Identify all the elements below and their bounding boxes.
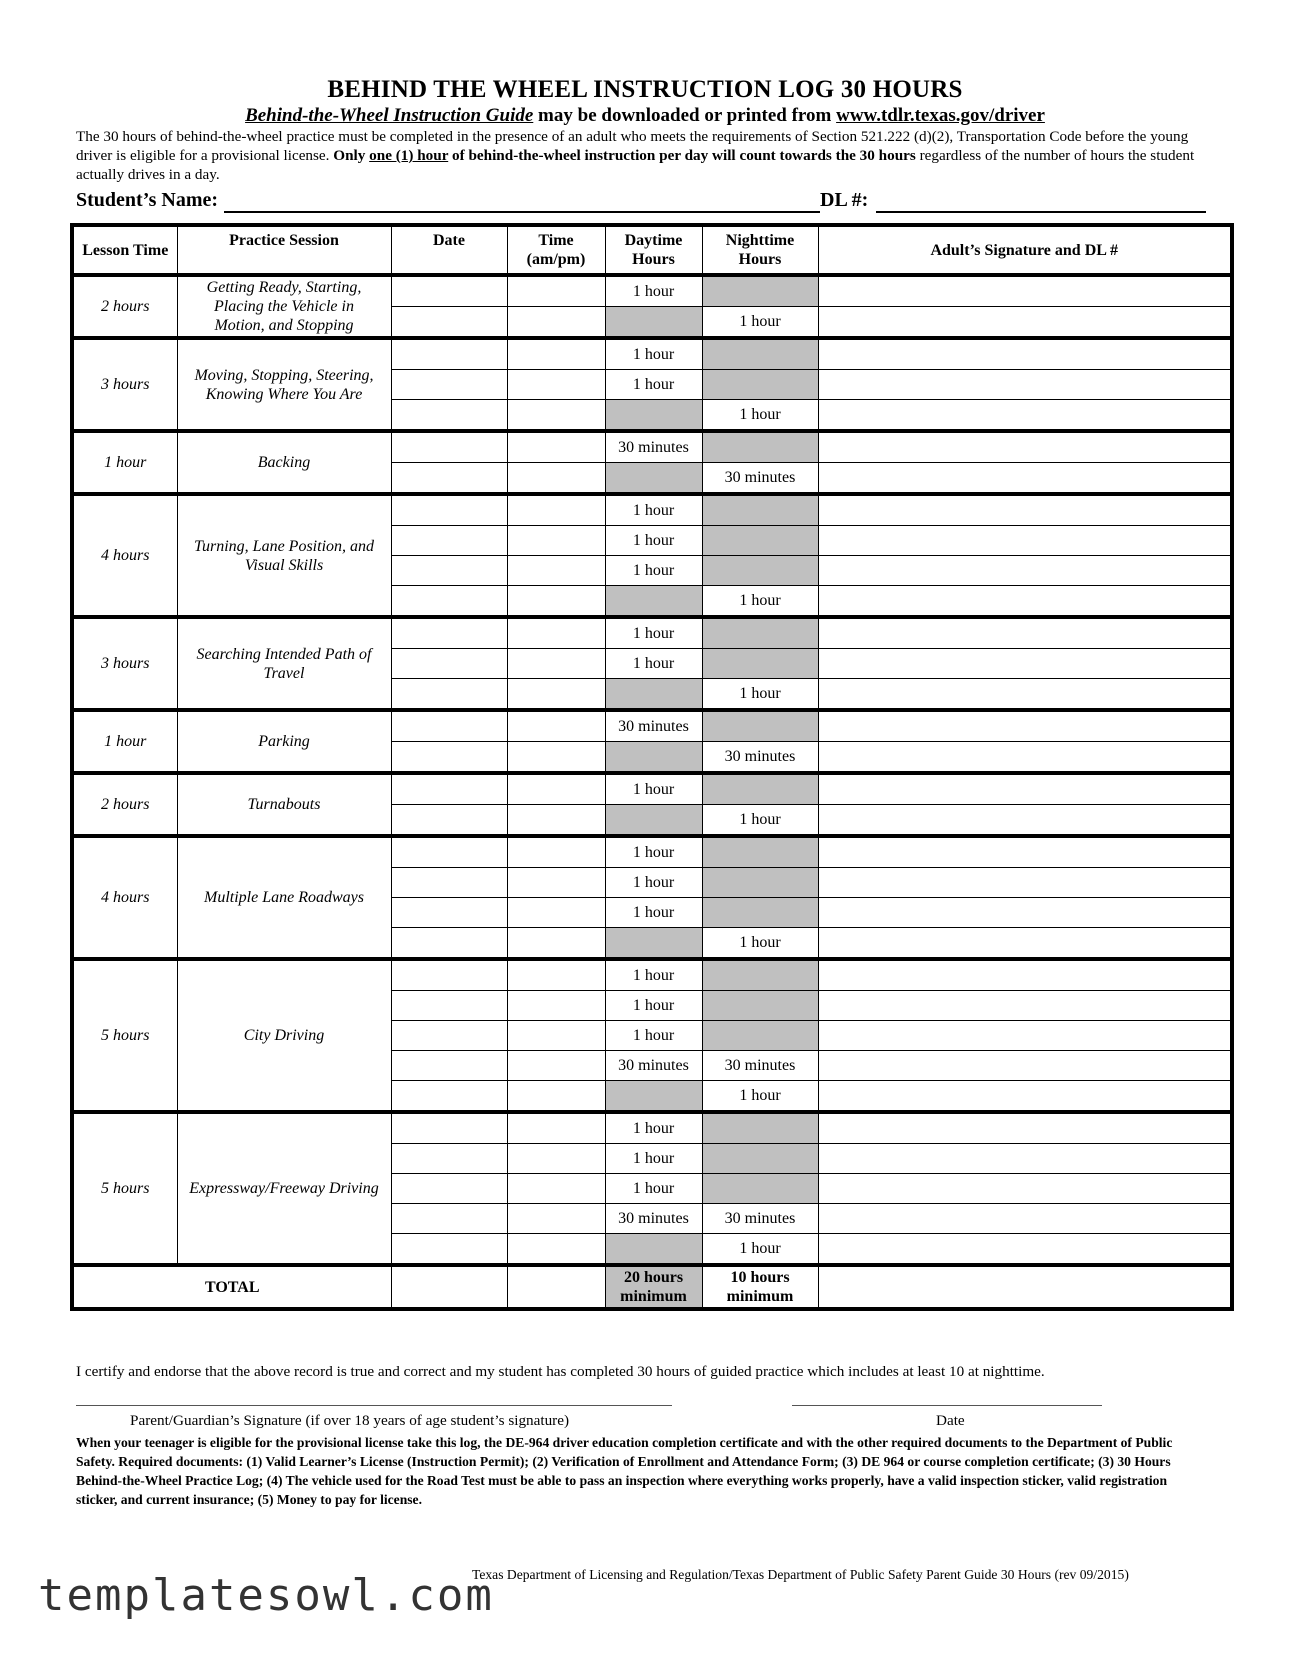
date-cell[interactable]: [391, 991, 507, 1021]
date-cell[interactable]: [391, 494, 507, 526]
parent-signature-label: Parent/Guardian’s Signature (if over 18 years of age student’s signature): [130, 1412, 570, 1429]
intro-text-2: regardless of the number of hours the student actually drives in a day.: [76, 147, 1195, 183]
time-cell[interactable]: [507, 307, 605, 339]
time-cell[interactable]: [507, 1081, 605, 1113]
header-daytime: Daytime Hours: [605, 225, 702, 275]
signature-cell[interactable]: [818, 617, 1232, 649]
instructions-paragraph: When your teenager is eligible for the provisional license take this log, the DE-964 driver education completion certificate and with the other required documents to the Department of Public Safety. Required documents: (1) Valid Learner’s License (Instruction Permit); (2) Verification of Enrollment and Attendance Form; (3) DE 964 or course completion certificate; (3) 30 Hours Behind-the-Wheel Practice Log; (4) The vehicle used for the Road Test must be able to pass an inspection where everything works properly, have a valid inspection sticker, valid registration sticker, and current insurance; (5) Money to pay for license.: [76, 1435, 1173, 1507]
time-cell[interactable]: [507, 431, 605, 463]
daytime-cell: [605, 586, 702, 618]
nighttime-cell: [702, 898, 818, 928]
time-cell[interactable]: [507, 400, 605, 432]
nighttime-cell: [702, 617, 818, 649]
date-cell[interactable]: [391, 556, 507, 586]
date-cell[interactable]: [391, 1081, 507, 1113]
date-cell[interactable]: [391, 338, 507, 370]
date-cell[interactable]: [391, 431, 507, 463]
signature-cell[interactable]: [818, 1112, 1232, 1144]
lesson-row: [72, 275, 1232, 307]
time-cell[interactable]: [507, 742, 605, 774]
header-nighttime: Nighttime Hours: [702, 225, 818, 275]
date-cell[interactable]: [391, 773, 507, 805]
nighttime-cell: 30 minutes: [702, 742, 818, 774]
daytime-cell: 1 hour: [605, 836, 702, 868]
nighttime-cell: [702, 338, 818, 370]
nighttime-cell: [702, 836, 818, 868]
signature-cell[interactable]: [818, 1234, 1232, 1266]
nighttime-cell: 1 hour: [702, 1081, 818, 1113]
total-date-cell: [391, 1265, 507, 1309]
subtitle: [0, 105, 1290, 127]
date-cell[interactable]: [391, 710, 507, 742]
total-signature-cell: [818, 1265, 1232, 1309]
signature-cell[interactable]: [818, 370, 1232, 400]
daytime-cell: 1 hour: [605, 556, 702, 586]
nighttime-cell: 1 hour: [702, 679, 818, 711]
nighttime-cell: [702, 710, 818, 742]
date-cell[interactable]: [391, 1234, 507, 1266]
signature-cell[interactable]: [818, 928, 1232, 960]
date-cell[interactable]: [391, 526, 507, 556]
daytime-cell: 1 hour: [605, 773, 702, 805]
time-cell[interactable]: [507, 836, 605, 868]
daytime-cell: [605, 928, 702, 960]
lesson-row: [72, 431, 1232, 463]
intro-bold-1: Only: [333, 147, 370, 164]
daytime-cell: 1 hour: [605, 370, 702, 400]
total-row: [72, 1265, 1232, 1309]
signature-cell[interactable]: [818, 307, 1232, 339]
time-cell[interactable]: [507, 338, 605, 370]
date-cell[interactable]: [391, 307, 507, 339]
daytime-cell: [605, 679, 702, 711]
signature-cell[interactable]: [818, 959, 1232, 991]
practice-session-cell: City Driving: [177, 959, 391, 1112]
time-cell[interactable]: [507, 370, 605, 400]
header-signature: Adult’s Signature and DL #: [818, 225, 1232, 275]
daytime-cell: 1 hour: [605, 991, 702, 1021]
time-cell[interactable]: [507, 898, 605, 928]
student-name-field[interactable]: [224, 211, 820, 213]
signature-cell[interactable]: [818, 836, 1232, 868]
practice-session-cell: Turnabouts: [177, 773, 391, 836]
signature-cell[interactable]: [818, 868, 1232, 898]
time-cell[interactable]: [507, 1144, 605, 1174]
daytime-cell: 30 minutes: [605, 1204, 702, 1234]
date-cell[interactable]: [391, 1174, 507, 1204]
daytime-cell: 1 hour: [605, 494, 702, 526]
time-cell[interactable]: [507, 991, 605, 1021]
daytime-cell: 1 hour: [605, 338, 702, 370]
signature-cell[interactable]: [818, 742, 1232, 774]
date-label: Date: [936, 1412, 965, 1429]
date-line[interactable]: [792, 1405, 1102, 1406]
dl-field[interactable]: [876, 211, 1206, 213]
nighttime-cell: 30 minutes: [702, 463, 818, 495]
signature-cell[interactable]: [818, 1051, 1232, 1081]
nighttime-cell: 1 hour: [702, 307, 818, 339]
daytime-cell: 1 hour: [605, 275, 702, 307]
signature-cell[interactable]: [818, 526, 1232, 556]
daytime-cell: 1 hour: [605, 1021, 702, 1051]
signature-cell[interactable]: [818, 556, 1232, 586]
date-cell[interactable]: [391, 836, 507, 868]
lesson-row: [72, 617, 1232, 649]
date-cell[interactable]: [391, 1204, 507, 1234]
daytime-cell: [605, 1081, 702, 1113]
total-time-cell: [507, 1265, 605, 1309]
signature-cell[interactable]: [818, 1204, 1232, 1234]
time-cell[interactable]: [507, 773, 605, 805]
time-cell[interactable]: [507, 1174, 605, 1204]
date-cell[interactable]: [391, 649, 507, 679]
daytime-cell: [605, 742, 702, 774]
signature-cell[interactable]: [818, 991, 1232, 1021]
nighttime-cell: [702, 959, 818, 991]
subtitle-middle: may be downloaded or printed from: [533, 105, 837, 126]
instruction-log-table: [70, 223, 1234, 1311]
lesson-time-cell: 1 hour: [72, 710, 177, 773]
time-cell[interactable]: [507, 275, 605, 307]
daytime-cell: 30 minutes: [605, 710, 702, 742]
daytime-cell: 1 hour: [605, 526, 702, 556]
intro-text-1: The 30 hours of behind-the-wheel practice must be completed in the presence of an adult who meets the requirements of Section 521.222 (d)(2), Transportation Code before the young driver is eligible for a provisional license.: [76, 128, 1189, 164]
page-title: BEHIND THE WHEEL INSTRUCTION LOG 30 HOURS: [327, 76, 963, 103]
date-cell[interactable]: [391, 928, 507, 960]
tdlr-link[interactable]: www.tdlr.texas.gov/driver: [836, 105, 1045, 126]
lesson-row: [72, 710, 1232, 742]
daytime-cell: [605, 463, 702, 495]
date-cell[interactable]: [391, 1051, 507, 1081]
practice-session-cell: Backing: [177, 431, 391, 494]
signature-cell[interactable]: [818, 400, 1232, 432]
signature-cell[interactable]: [818, 463, 1232, 495]
signature-cell[interactable]: [818, 1081, 1232, 1113]
dl-label: DL #:: [820, 189, 869, 211]
date-cell[interactable]: [391, 805, 507, 837]
date-cell[interactable]: [391, 1144, 507, 1174]
parent-signature-line[interactable]: [76, 1405, 672, 1406]
intro-bold-2: of behind-the-wheel instruction per day will count towards the 30 hours: [448, 147, 916, 164]
nighttime-cell: 30 minutes: [702, 1204, 818, 1234]
daytime-cell: 1 hour: [605, 959, 702, 991]
time-cell[interactable]: [507, 679, 605, 711]
header-date: Date: [391, 225, 507, 275]
lesson-time-cell: 3 hours: [72, 617, 177, 710]
signature-cell[interactable]: [818, 710, 1232, 742]
total-label: TOTAL: [72, 1265, 391, 1309]
signature-cell[interactable]: [818, 1021, 1232, 1051]
nighttime-cell: 1 hour: [702, 1234, 818, 1266]
daytime-cell: 1 hour: [605, 1144, 702, 1174]
nighttime-cell: [702, 649, 818, 679]
lesson-row: [72, 1112, 1232, 1144]
date-cell[interactable]: [391, 742, 507, 774]
signature-cell[interactable]: [818, 898, 1232, 928]
intro-bold-underline: one (1) hour: [369, 147, 449, 164]
daytime-cell: [605, 805, 702, 837]
time-cell[interactable]: [507, 494, 605, 526]
lesson-row: [72, 959, 1232, 991]
time-cell[interactable]: [507, 710, 605, 742]
date-cell[interactable]: [391, 617, 507, 649]
practice-session-cell: Turning, Lane Position, and Visual Skills: [177, 494, 391, 617]
practice-session-cell: Expressway/Freeway Driving: [177, 1112, 391, 1265]
nighttime-cell: [702, 1174, 818, 1204]
student-name-label: Student’s Name:: [76, 189, 219, 211]
time-cell[interactable]: [507, 1021, 605, 1051]
time-cell[interactable]: [507, 463, 605, 495]
time-cell[interactable]: [507, 868, 605, 898]
nighttime-cell: [702, 526, 818, 556]
daytime-cell: [605, 1234, 702, 1266]
nighttime-cell: 30 minutes: [702, 1051, 818, 1081]
date-cell[interactable]: [391, 898, 507, 928]
nighttime-cell: [702, 275, 818, 307]
date-cell[interactable]: [391, 586, 507, 618]
student-info: [76, 189, 1206, 215]
date-cell[interactable]: [391, 400, 507, 432]
date-cell[interactable]: [391, 463, 507, 495]
footer-text: Texas Department of Licensing and Regulation/Texas Department of Public Safety Parent Guide 30 Hours (rev 09/2015): [472, 1567, 1129, 1582]
signature-cell[interactable]: [818, 494, 1232, 526]
header-lesson-time: Lesson Time: [72, 225, 177, 275]
date-cell[interactable]: [391, 370, 507, 400]
nighttime-cell: 1 hour: [702, 805, 818, 837]
signature-cell[interactable]: [818, 679, 1232, 711]
signature-cell[interactable]: [818, 338, 1232, 370]
practice-session-cell: Searching Intended Path of Travel: [177, 617, 391, 710]
practice-session-cell: Parking: [177, 710, 391, 773]
lesson-time-cell: 1 hour: [72, 431, 177, 494]
intro-paragraph: [76, 127, 1206, 184]
nighttime-cell: 1 hour: [702, 928, 818, 960]
daytime-cell: [605, 307, 702, 339]
practice-session-cell: Moving, Stopping, Steering, Knowing Where You Are: [177, 338, 391, 431]
daytime-cell: 1 hour: [605, 1112, 702, 1144]
lesson-time-cell: 5 hours: [72, 959, 177, 1112]
date-cell[interactable]: [391, 275, 507, 307]
time-cell[interactable]: [507, 1112, 605, 1144]
header-time: Time (am/pm): [507, 225, 605, 275]
signature-cell[interactable]: [818, 1144, 1232, 1174]
signature-cell[interactable]: [818, 586, 1232, 618]
time-cell[interactable]: [507, 1234, 605, 1266]
lesson-row: [72, 773, 1232, 805]
nighttime-cell: [702, 1021, 818, 1051]
time-cell[interactable]: [507, 556, 605, 586]
daytime-cell: 1 hour: [605, 898, 702, 928]
time-cell[interactable]: [507, 805, 605, 837]
practice-session-cell: Getting Ready, Starting, Placing the Vehicle in Motion, and Stopping: [177, 275, 391, 338]
watermark: templatesowl.com: [38, 1570, 494, 1621]
signature-cell[interactable]: [818, 431, 1232, 463]
daytime-cell: 1 hour: [605, 868, 702, 898]
nighttime-cell: [702, 1112, 818, 1144]
date-cell[interactable]: [391, 868, 507, 898]
signature-cell[interactable]: [818, 649, 1232, 679]
lesson-time-cell: 4 hours: [72, 494, 177, 617]
nighttime-cell: [702, 556, 818, 586]
nighttime-cell: [702, 431, 818, 463]
lesson-time-cell: 2 hours: [72, 275, 177, 338]
nighttime-cell: [702, 868, 818, 898]
lesson-row: [72, 836, 1232, 868]
nighttime-cell: [702, 991, 818, 1021]
time-cell[interactable]: [507, 526, 605, 556]
time-cell[interactable]: [507, 617, 605, 649]
time-cell[interactable]: [507, 1051, 605, 1081]
daytime-cell: 1 hour: [605, 617, 702, 649]
nighttime-cell: [702, 1144, 818, 1174]
lesson-time-cell: 3 hours: [72, 338, 177, 431]
guide-name: Behind-the-Wheel Instruction Guide: [245, 105, 534, 126]
time-cell[interactable]: [507, 928, 605, 960]
nighttime-cell: [702, 494, 818, 526]
practice-session-cell: Multiple Lane Roadways: [177, 836, 391, 959]
daytime-cell: [605, 400, 702, 432]
date-cell[interactable]: [391, 679, 507, 711]
daytime-cell: 30 minutes: [605, 431, 702, 463]
signature-cell[interactable]: [818, 805, 1232, 837]
lesson-row: [72, 338, 1232, 370]
date-cell[interactable]: [391, 1112, 507, 1144]
nighttime-cell: 1 hour: [702, 586, 818, 618]
signature-cell[interactable]: [818, 1174, 1232, 1204]
total-daytime: 20 hours minimum: [605, 1265, 702, 1309]
lesson-time-cell: 4 hours: [72, 836, 177, 959]
nighttime-cell: [702, 773, 818, 805]
time-cell[interactable]: [507, 1204, 605, 1234]
nighttime-cell: 1 hour: [702, 400, 818, 432]
date-cell[interactable]: [391, 1021, 507, 1051]
daytime-cell: 30 minutes: [605, 1051, 702, 1081]
lesson-row: [72, 494, 1232, 526]
certification-statement: I certify and endorse that the above record is true and correct and my student has completed 30 hours of guided practice which includes at least 10 at nighttime.: [76, 1363, 1045, 1380]
total-nighttime: 10 hours minimum: [702, 1265, 818, 1309]
lesson-time-cell: 2 hours: [72, 773, 177, 836]
daytime-cell: 1 hour: [605, 1174, 702, 1204]
time-cell[interactable]: [507, 959, 605, 991]
signature-cell[interactable]: [818, 275, 1232, 307]
time-cell[interactable]: [507, 586, 605, 618]
time-cell[interactable]: [507, 649, 605, 679]
date-cell[interactable]: [391, 959, 507, 991]
nighttime-cell: [702, 370, 818, 400]
daytime-cell: 1 hour: [605, 649, 702, 679]
header-practice-session: Practice Session: [177, 225, 391, 275]
lesson-time-cell: 5 hours: [72, 1112, 177, 1265]
signature-cell[interactable]: [818, 773, 1232, 805]
